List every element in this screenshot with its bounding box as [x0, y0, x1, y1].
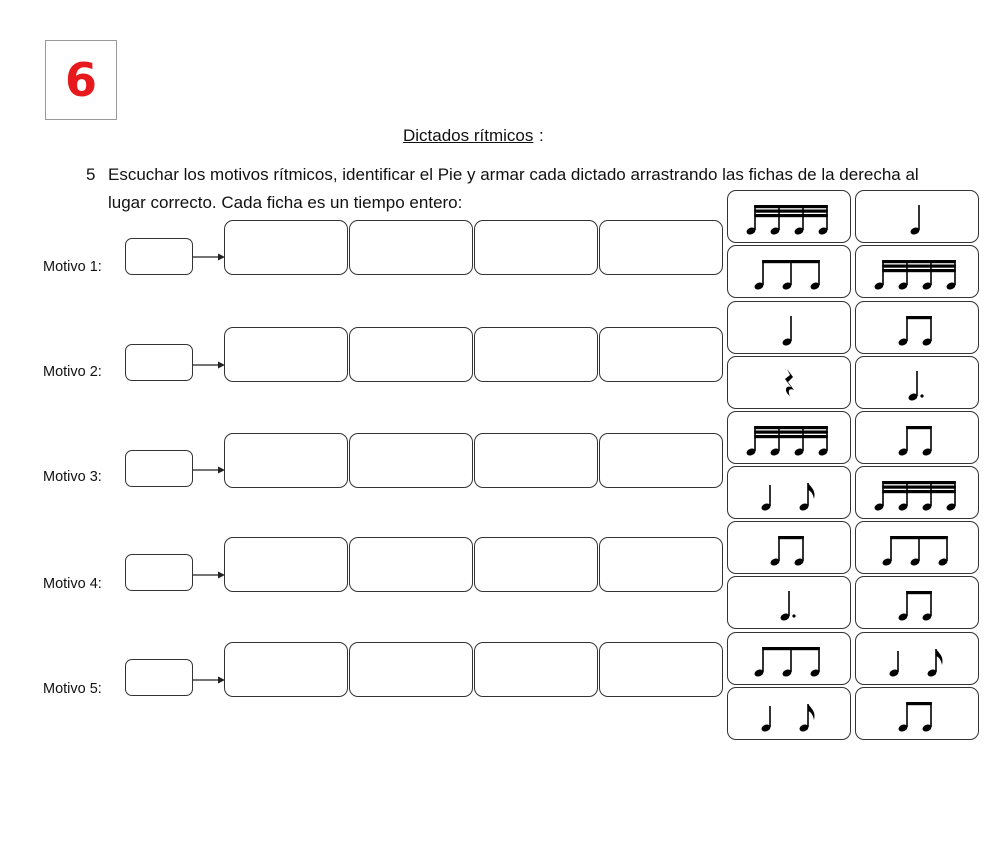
two-eighths-icon — [769, 528, 809, 568]
motivo-4-slot-2[interactable] — [349, 537, 473, 592]
motivo-1-label: Motivo 1: — [43, 259, 102, 275]
motivo-1-arrow-icon — [193, 252, 225, 262]
rhythm-card[interactable] — [727, 190, 851, 243]
rhythm-card[interactable] — [855, 521, 979, 574]
rhythm-card[interactable] — [727, 687, 851, 740]
motivo-4-arrow-icon — [193, 570, 225, 580]
motivo-3-slot-2[interactable] — [349, 433, 473, 488]
rhythm-card[interactable] — [727, 245, 851, 298]
rhythm-card[interactable] — [855, 632, 979, 685]
four-sixteenths-icon — [873, 473, 961, 513]
instruction-line-2: lugar correcto. Cada ficha es un tiempo entero: — [108, 193, 463, 212]
quarter-note-icon — [781, 308, 797, 348]
motivo-1-slot-2[interactable] — [349, 220, 473, 275]
motivo-3-label: Motivo 3: — [43, 469, 102, 485]
rhythm-card[interactable] — [727, 466, 851, 519]
dotted-quarter-icon — [779, 583, 799, 623]
motivo-3-pie-box[interactable] — [125, 450, 193, 487]
eighth-two-sixteenths-icon — [881, 528, 953, 568]
motivo-2-pie-box[interactable] — [125, 344, 193, 381]
rhythm-card[interactable] — [855, 687, 979, 740]
two-eighths-icon — [897, 583, 937, 623]
rhythm-card[interactable] — [727, 356, 851, 409]
motivo-4-slot-3[interactable] — [474, 537, 598, 592]
rhythm-card[interactable] — [727, 521, 851, 574]
motivo-2-slot-3[interactable] — [474, 327, 598, 382]
two-eighths-icon — [897, 418, 937, 458]
rhythm-card[interactable] — [855, 576, 979, 629]
rhythm-card[interactable] — [855, 301, 979, 354]
page-title: Dictados rítmicos — [403, 126, 534, 145]
motivo-5-slot-2[interactable] — [349, 642, 473, 697]
page-number-badge — [45, 40, 117, 120]
motivo-5-pie-box[interactable] — [125, 659, 193, 696]
four-sixteenths-icon — [873, 252, 961, 292]
rhythm-card[interactable] — [855, 411, 979, 464]
motivo-4-pie-box[interactable] — [125, 554, 193, 591]
motivo-5-slot-4[interactable] — [599, 642, 723, 697]
motivo-2-slot-1[interactable] — [224, 327, 348, 382]
quarter-eighth-icon — [760, 694, 818, 734]
motivo-1-pie-box[interactable] — [125, 238, 193, 275]
motivo-3-slot-4[interactable] — [599, 433, 723, 488]
motivo-1-slot-1[interactable] — [224, 220, 348, 275]
eighth-two-sixteenths-icon — [753, 639, 825, 679]
motivo-3-slot-1[interactable] — [224, 433, 348, 488]
page-title-colon: : — [539, 126, 544, 145]
rhythm-card[interactable] — [855, 190, 979, 243]
motivo-5-slot-1[interactable] — [224, 642, 348, 697]
page-number: 6 — [64, 53, 97, 107]
motivo-2-slot-2[interactable] — [349, 327, 473, 382]
four-sixteenths-icon — [745, 197, 833, 237]
motivo-4-slot-4[interactable] — [599, 537, 723, 592]
motivo-1-slot-4[interactable] — [599, 220, 723, 275]
two-eighths-icon — [897, 694, 937, 734]
motivo-4-label: Motivo 4: — [43, 576, 102, 592]
four-sixteenths-icon — [745, 418, 833, 458]
rhythm-card[interactable] — [855, 466, 979, 519]
quarter-note-icon — [909, 197, 925, 237]
rhythm-card[interactable] — [855, 245, 979, 298]
rhythm-card[interactable] — [727, 576, 851, 629]
rhythm-card[interactable] — [727, 632, 851, 685]
motivo-2-arrow-icon — [193, 360, 225, 370]
motivo-5-arrow-icon — [193, 675, 225, 685]
eighth-two-sixteenths-icon — [753, 252, 825, 292]
quarter-eighth-icon — [888, 639, 946, 679]
quarter-rest-icon — [780, 363, 798, 403]
motivo-5-label: Motivo 5: — [43, 681, 102, 697]
motivo-1-slot-3[interactable] — [474, 220, 598, 275]
motivo-2-slot-4[interactable] — [599, 327, 723, 382]
motivo-2-label: Motivo 2: — [43, 364, 102, 380]
motivo-3-slot-3[interactable] — [474, 433, 598, 488]
motivo-4-slot-1[interactable] — [224, 537, 348, 592]
instruction-number: 5 — [86, 165, 96, 184]
quarter-eighth-icon — [760, 473, 818, 513]
rhythm-card[interactable] — [855, 356, 979, 409]
motivo-5-slot-3[interactable] — [474, 642, 598, 697]
rhythm-card[interactable] — [727, 301, 851, 354]
motivo-3-arrow-icon — [193, 465, 225, 475]
dotted-quarter-icon — [907, 363, 927, 403]
rhythm-card[interactable] — [727, 411, 851, 464]
instruction-line-1: Escuchar los motivos rítmicos, identificar el Pie y armar cada dictado arrastrando las fichas de la derecha al — [108, 165, 919, 184]
two-eighths-icon — [897, 308, 937, 348]
